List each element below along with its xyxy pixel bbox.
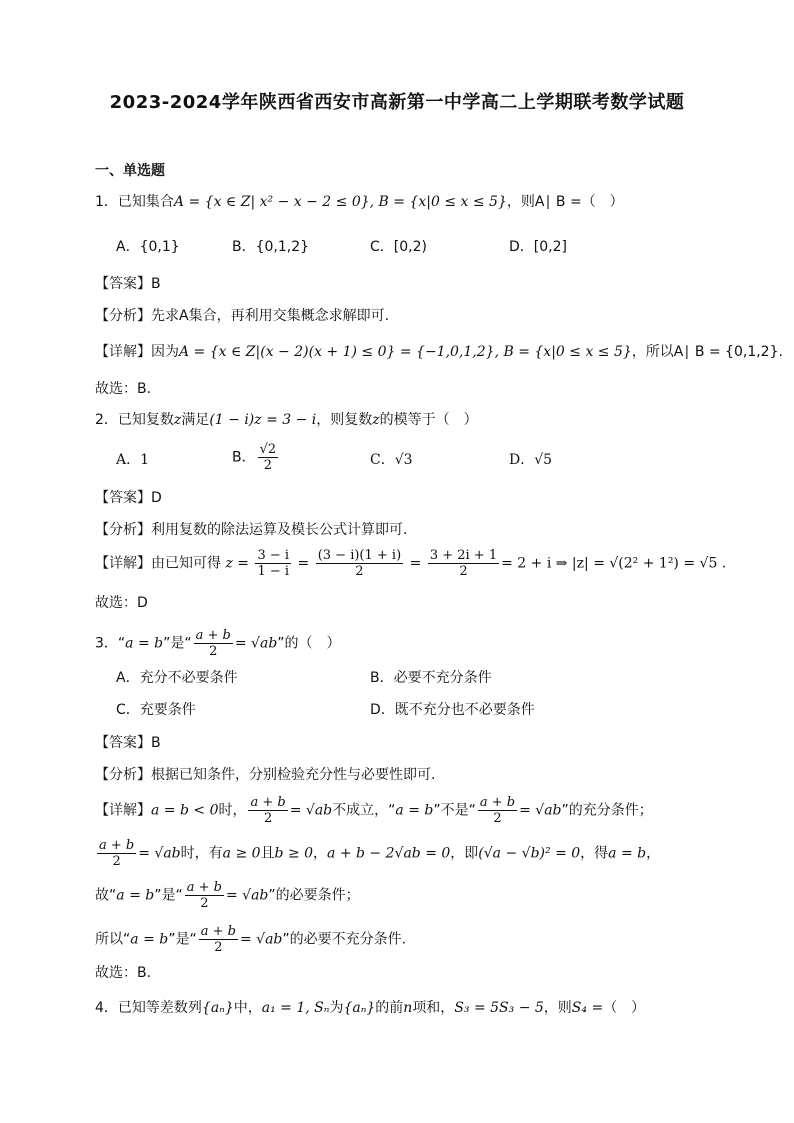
text: 项和， xyxy=(412,1000,455,1016)
q2-option-a: A．1 xyxy=(116,452,150,468)
q2-analysis xyxy=(95,520,407,540)
math: a = b < 0 xyxy=(151,802,219,819)
q2-analysis-text: 利用复数的除法运算及模长公式计算即可. xyxy=(151,522,408,538)
q3-fraction xyxy=(248,795,287,826)
q3-choose xyxy=(95,963,151,983)
fraction-numerator: √2 xyxy=(259,442,277,457)
math: a = b xyxy=(608,845,647,862)
q1-set-b: , B = {x|0 ≤ x ≤ 5} xyxy=(369,194,507,210)
text: ”不是“ xyxy=(433,802,476,819)
text: 为 xyxy=(329,1000,344,1016)
text: ”的充分条件； xyxy=(561,802,653,819)
text: ”的必要条件； xyxy=(268,887,360,904)
q3-eq-ab: a = b xyxy=(125,635,164,652)
math: = √ab xyxy=(225,887,269,904)
fraction-numerator: a + b xyxy=(195,628,231,643)
math: b ≥ 0 xyxy=(274,845,314,862)
q2-choose xyxy=(95,593,148,613)
section-heading: 一、单选题 xyxy=(95,163,165,179)
q1-set-a: A = {x ∈ Z| x² − x − 2 ≤ 0} xyxy=(173,194,370,210)
fraction-denominator: 2 xyxy=(112,854,121,869)
q2-detail-tail: = 2 + i ⇒ |z| = √(2² + 1²) = √5 . xyxy=(501,555,727,572)
q2-z2: z xyxy=(372,412,380,428)
text: 所以“ xyxy=(95,931,131,948)
text: ，得 xyxy=(580,845,609,862)
fraction-numerator: a + b xyxy=(200,924,236,939)
q1-option-a: A．{0,1} xyxy=(116,239,180,255)
q2-stem-mid2: ，则复数 xyxy=(316,412,373,428)
q1-option-c: C．[0,2) xyxy=(370,239,427,255)
q4-equation: S₃ = 5S₃ − 5 xyxy=(454,1000,544,1016)
fraction-numerator: (3 − i)(1 + i) xyxy=(317,548,402,563)
q3-detail-line-4 xyxy=(95,924,406,955)
q3-detail-line-2 xyxy=(95,838,660,869)
q3-stem-mid: ”是“ xyxy=(163,635,192,652)
q1-choose-value: B. xyxy=(137,381,152,397)
q1-detail-suffix: ，所以A∣ B = {0,1,2}. xyxy=(631,344,783,360)
math: = √ab xyxy=(138,845,181,862)
fraction-numerator: a + b xyxy=(186,880,222,895)
q2-option-b-fraction xyxy=(258,442,279,473)
fraction-denominator: 2 xyxy=(459,564,468,579)
q2-answer-value: D xyxy=(151,490,162,506)
fraction-denominator: 1 − i xyxy=(257,564,290,579)
q2-detail: 【详解】由已知可得 z = $\frac{3 - i}{1 - i}$ = $\frac{(3 - i)(1 + i)}{2}$ = $\frac{3 + 2i + 1}{2}$ = 2 + i ⇒ |z| = √(2² + 1²) = √5 . xyxy=(95,548,727,579)
q3-detail-line-1 xyxy=(95,795,653,826)
choose-label: 故选： xyxy=(95,381,137,397)
q1-detail xyxy=(95,342,783,362)
math: = √ab xyxy=(239,931,283,948)
math: a ≥ 0 xyxy=(222,845,261,862)
q4-seq: {aₙ} xyxy=(201,1000,234,1016)
q1-detail-math: A = {x ∈ Z|(x − 2)(x + 1) ≤ 0} = {−1,0,1,2}, B = {x|0 ≤ x ≤ 5} xyxy=(179,344,632,360)
q4-stem xyxy=(95,998,645,1018)
q3-option-c: C．充要条件 xyxy=(116,702,196,718)
text: 的前 xyxy=(375,1000,404,1016)
analysis-label: 【分析】 xyxy=(95,308,151,324)
text: ，即 xyxy=(450,845,479,862)
q3-fraction xyxy=(199,924,238,955)
math: a = b xyxy=(116,887,155,904)
text: ，则 xyxy=(543,1000,572,1016)
q1-option-b: B．{0,1,2} xyxy=(232,239,310,255)
text: 时，有 xyxy=(180,845,223,862)
math: a = b xyxy=(130,931,169,948)
q4-s4: S₄ = xyxy=(571,1000,604,1016)
q3-analysis xyxy=(95,765,435,785)
fraction-numerator: 3 + 2i + 1 xyxy=(429,548,498,563)
detail-label: 【详解】 xyxy=(95,344,151,360)
math: (√a − √b)² = 0 xyxy=(478,845,581,862)
fraction-numerator: a + b xyxy=(479,795,516,810)
q2-option-d: D．√5 xyxy=(509,452,553,468)
fraction-denominator: 2 xyxy=(493,811,502,826)
q3-answer-value: B xyxy=(151,735,161,751)
q2-fraction-1 xyxy=(255,548,291,579)
fraction-numerator: a + b xyxy=(250,795,286,810)
q2-stem-prefix: 2．已知复数 xyxy=(95,412,174,428)
text: ”的必要不充分条件. xyxy=(282,931,407,948)
q2-fraction-3 xyxy=(428,548,499,579)
q3-eq-sqrt: = √ab xyxy=(234,635,278,652)
math: a + b − 2√ab = 0 xyxy=(327,845,451,862)
q3-choose-value: B. xyxy=(137,965,152,981)
q2-stem-mid: 满足 xyxy=(181,412,210,428)
text: ”是“ xyxy=(168,931,197,948)
q1-analysis xyxy=(95,306,389,326)
q3-fraction xyxy=(185,880,224,911)
q1-analysis-text: 先求A集合，再利用交集概念求解即可. xyxy=(151,308,390,324)
q1-option-d: D．[0,2] xyxy=(509,239,567,255)
q1-choose xyxy=(95,379,151,399)
text: ， xyxy=(313,845,328,862)
q1-answer-value: B xyxy=(151,276,161,292)
q1-stem xyxy=(95,192,624,212)
q2-stem xyxy=(95,410,478,430)
text: 时， xyxy=(218,802,247,819)
answer-label: 【答案】 xyxy=(95,490,151,506)
q3-fraction xyxy=(194,628,233,659)
fraction-denominator: 2 xyxy=(200,896,209,911)
text: 中， xyxy=(233,1000,262,1016)
q3-analysis-text: 根据已知条件，分别检验充分性与必要性即可. xyxy=(151,767,436,783)
detail-label: 【详解】 xyxy=(95,802,151,819)
q2-equation: (1 − i)z = 3 − i xyxy=(209,412,317,428)
q3-option-a: A．充分不必要条件 xyxy=(116,670,238,686)
q3-answer xyxy=(95,733,161,753)
q2-option-b xyxy=(232,442,280,473)
math: = √ab xyxy=(519,802,562,819)
text: 故“ xyxy=(95,887,117,904)
q3-fraction xyxy=(97,838,136,869)
q3-stem-prefix: 3．“ xyxy=(95,635,126,652)
text: ”是“ xyxy=(154,887,183,904)
text: 不成立，“ xyxy=(332,802,396,819)
detail-label: 【详解】 xyxy=(95,555,151,572)
q2-option-b-label: B． xyxy=(232,449,256,466)
q2-stem-suffix: 的模等于（ ） xyxy=(379,412,478,428)
q4-stem-prefix: 4．已知等差数列 xyxy=(95,1000,202,1016)
q3-option-d: D．既不充分也不必要条件 xyxy=(370,702,535,718)
math: = √ab xyxy=(289,802,333,819)
fraction-numerator: a + b xyxy=(99,838,135,853)
q2-option-c: C．√3 xyxy=(370,452,413,468)
text: （ ） xyxy=(603,1000,646,1016)
q3-stem-suffix: ”的（ ） xyxy=(277,635,341,652)
q4-seq: {aₙ} xyxy=(343,1000,376,1016)
q2-choose-value: D xyxy=(137,595,148,611)
q1-stem-suffix: ，则A∣ B =（ ） xyxy=(506,194,624,210)
analysis-label: 【分析】 xyxy=(95,522,151,538)
math: n xyxy=(403,1000,413,1016)
fraction-numerator: 3 − i xyxy=(257,548,290,563)
q3-fraction xyxy=(478,795,517,826)
page-title: 2023-2024学年陕西省西安市高新第一中学高二上学期联考数学试题 xyxy=(109,92,685,113)
answer-label: 【答案】 xyxy=(95,735,151,751)
q3-detail-line-3 xyxy=(95,880,360,911)
fraction-denominator: 2 xyxy=(263,811,273,826)
answer-label: 【答案】 xyxy=(95,276,151,292)
text: ， xyxy=(646,845,661,862)
math: a = b xyxy=(395,802,434,819)
q1-detail-prefix: 因为 xyxy=(151,344,179,360)
fraction-denominator: 2 xyxy=(209,644,218,659)
q3-option-b: B．必要不充分条件 xyxy=(370,670,492,686)
q2-detail-prefix: 由已知可得 xyxy=(151,555,221,572)
text: 且 xyxy=(260,845,275,862)
fraction-denominator: 2 xyxy=(263,458,273,473)
analysis-label: 【分析】 xyxy=(95,767,151,783)
fraction-denominator: 2 xyxy=(214,940,223,955)
choose-label: 故选： xyxy=(95,595,137,611)
fraction-denominator: 2 xyxy=(355,564,364,579)
q3-stem xyxy=(95,628,341,659)
choose-label: 故选： xyxy=(95,965,137,981)
q1-stem-prefix: 1．已知集合 xyxy=(95,194,174,210)
q2-z: z xyxy=(173,412,182,428)
q1-answer xyxy=(95,274,161,294)
q4-condition: a₁ = 1, Sₙ xyxy=(261,1000,330,1016)
q2-fraction-2 xyxy=(316,548,403,579)
q2-answer xyxy=(95,488,162,508)
